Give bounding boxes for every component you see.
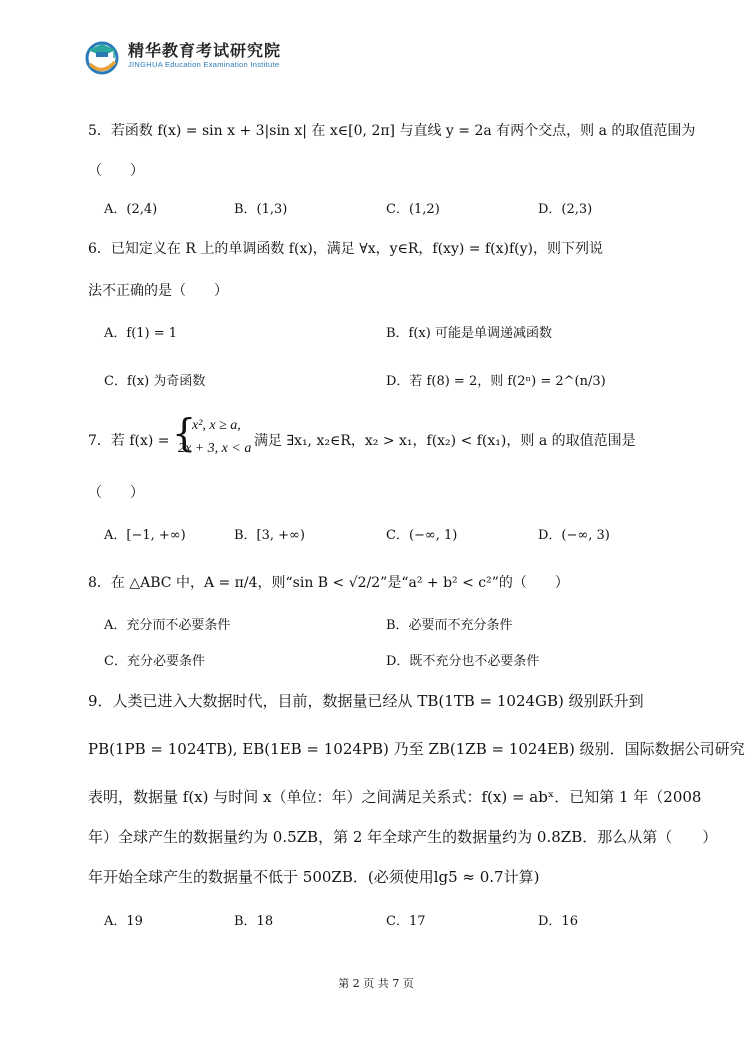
q5-paren: （ ） [88,163,144,179]
q9-stem-line5: 年开始全球产生的数据量不低于 500ZB．(必须使用lg5 ≈ 0.7计算) [88,868,540,886]
q7-prefix: 7．若 f(x) = [88,433,170,449]
q5-stem: 5．若函数 f(x) = sin x + 3|sin x| 在 x∈[0, 2π] 与直线 y = 2a 有两个交点，则 a 的取值范围为 [88,123,696,139]
q7-paren: （ ） [88,485,144,501]
q5-option-a: A．(2,4) [104,202,158,217]
q9-option-c: C．17 [386,914,426,929]
q8-option-b: B．必要而不充分条件 [386,618,513,633]
q5-option-b: B．(1,3) [234,202,288,217]
q6-stem-line1: 6．已知定义在 R 上的单调函数 f(x)，满足 ∀x，y∈R，f(xy) = f(x)f(y)，则下列说 [88,241,603,257]
q7-option-c: C．(−∞, 1) [386,528,458,543]
q9-option-a: A．19 [104,914,143,929]
q7-brace: { [172,411,197,455]
q5-option-d: D．(2,3) [538,202,593,217]
q6-stem-line2: 法不正确的是（ ） [88,283,228,299]
q9-stem-line1: 9．人类已进入大数据时代，目前，数据量已经从 TB(1TB = 1024GB) 级别跃升到 [88,692,644,710]
q9-stem-line2: PB(1PB = 1024TB), EB(1EB = 1024PB) 乃至 ZB(1ZB = 1024EB) 级别．国际数据公司研究 [88,740,745,758]
header-logo [82,36,342,84]
q6-option-d: D．若 f(8) = 2，则 f(2ⁿ) = 2^(n/3) [386,374,606,389]
q6-option-c: C．f(x) 为奇函数 [104,374,206,389]
page-number: 第 2 页 共 7 页 [338,977,414,990]
q7-suffix: 满足 ∃x₁, x₂∈R，x₂ > x₁，f(x₂) < f(x₁)，则 a 的取值范围是 [254,433,636,449]
q7-option-b: B．[3, +∞) [234,528,305,543]
graduation-cap-icon [82,36,122,76]
q7-case1: x², x ≥ a, [192,418,241,433]
q9-option-d: D．16 [538,914,578,929]
q9-option-b: B．18 [234,914,274,929]
q9-stem-line3: 表明，数据量 f(x) 与时间 x（单位：年）之间满足关系式：f(x) = abˣ．已知第 1 年（2008 [88,788,702,806]
q8-option-a: A．充分而不必要条件 [104,618,231,633]
q8-option-c: C．充分必要条件 [104,654,205,669]
q5-option-c: C．(1,2) [386,202,440,217]
q7-option-a: A．[−1, +∞) [104,528,186,543]
q6-option-b: B．f(x) 可能是单调递减函数 [386,326,552,341]
q7-case2: 2x + 3, x < a [178,441,252,456]
org-name-cn: 精华教育考试研究院 [128,41,282,60]
q8-stem: 8．在 △ABC 中，A = π/4，则“sin B < √2/2”是“a² + b² < c²”的（ ） [88,575,569,591]
q8-option-d: D．既不充分也不必要条件 [386,654,540,669]
q7-option-d: D．(−∞, 3) [538,528,610,543]
q6-option-a: A．f(1) = 1 [104,326,178,341]
org-name-en: JINGHUA Education Examination Institute [128,60,280,69]
q9-stem-line4: 年）全球产生的数据量约为 0.5ZB，第 2 年全球产生的数据量约为 0.8ZB．那么从第（ ） [88,828,718,846]
